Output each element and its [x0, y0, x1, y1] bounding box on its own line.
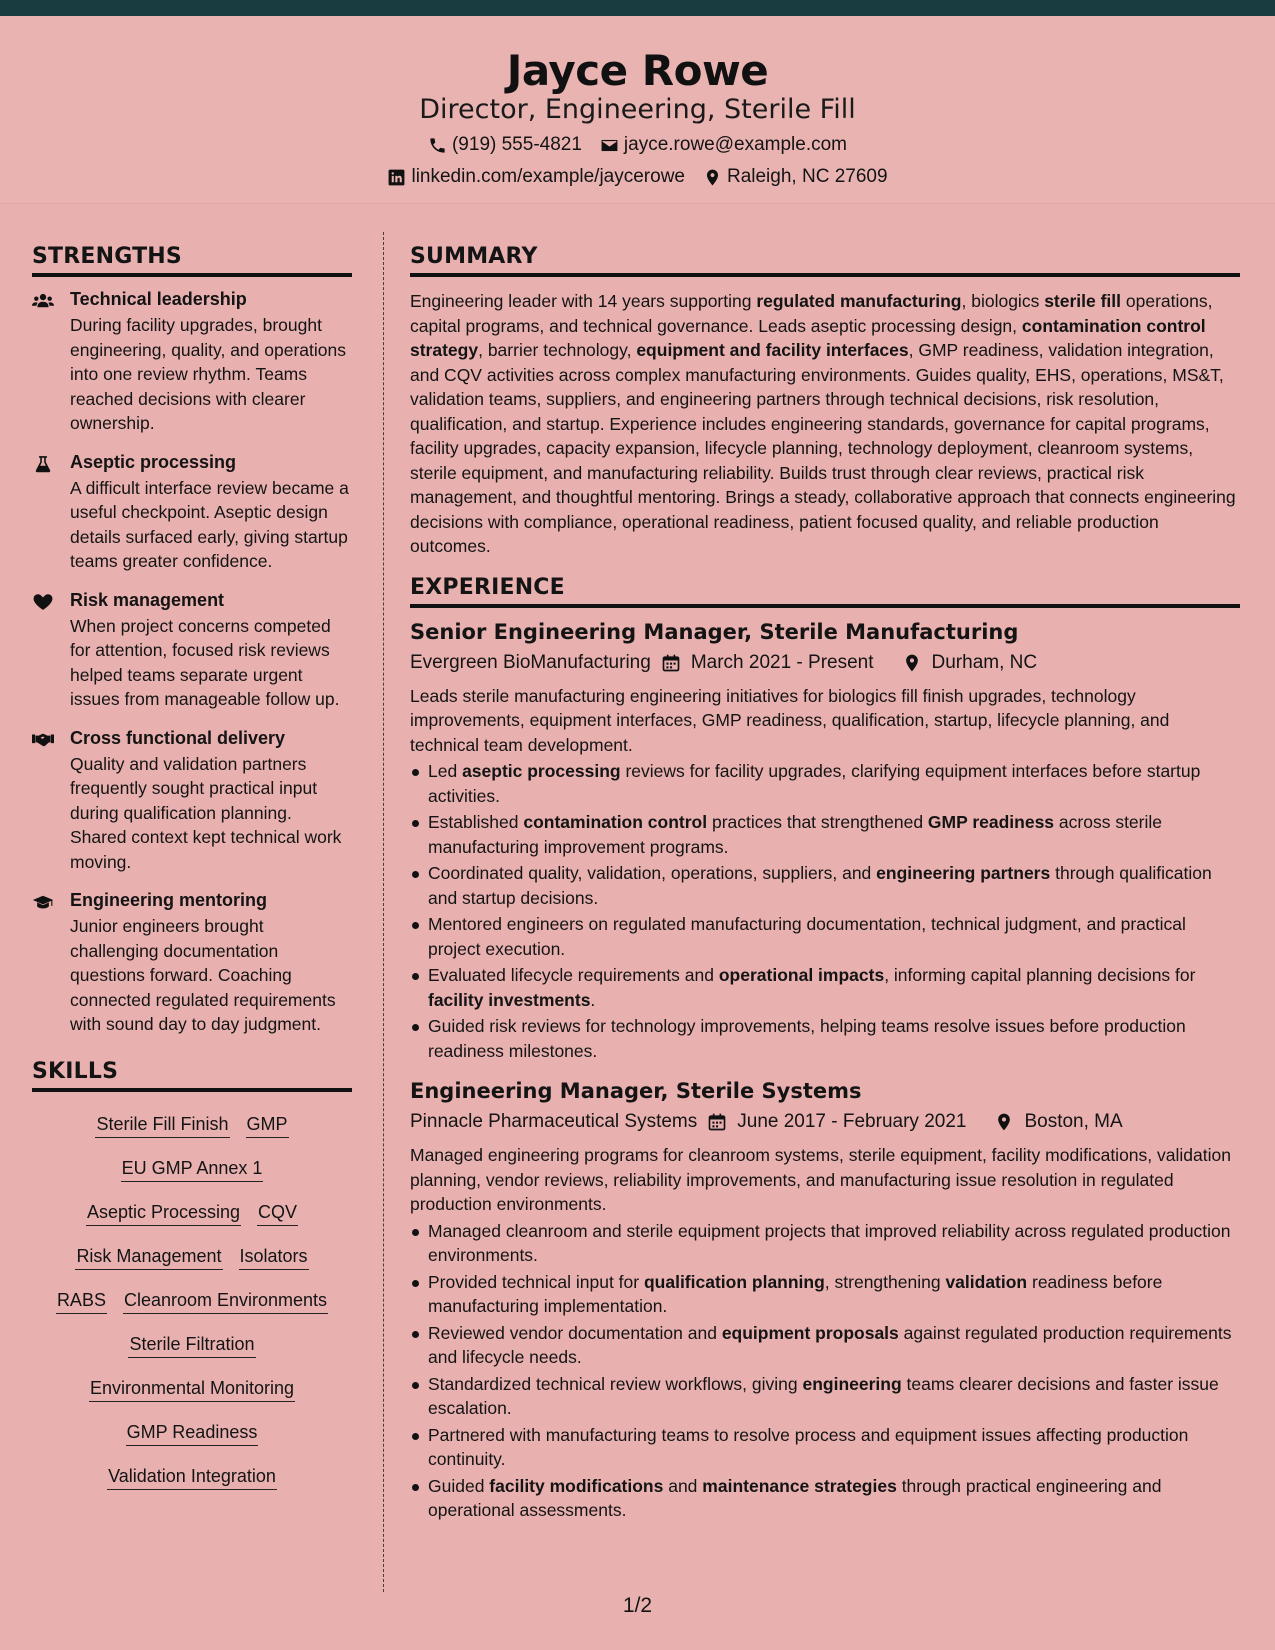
phone-text: (919) 555-4821	[451, 134, 582, 155]
skill-tag: Aseptic Processing	[86, 1199, 241, 1226]
emphasis-text: regulated manufacturing	[756, 291, 962, 311]
summary-section	[410, 244, 1240, 559]
job-company: Pinnacle Pharmaceutical Systems	[410, 1111, 698, 1132]
emphasis-text: equipment and facility interfaces	[636, 340, 909, 360]
strength-text: Quality and validation partners frequently sought practical input during qualification planning. Shared context kept technical work moving.	[70, 753, 342, 872]
job-company: Evergreen BioManufacturing	[410, 651, 651, 673]
job-bullet: Mentored engineers on regulated manufacturing documentation, technical judgment, and practical project execution.	[428, 912, 1240, 961]
emphasis-text: aseptic processing	[462, 761, 621, 781]
job-description: Managed engineering programs for cleanroom systems, sterile equipment, facility modifications, validation planning, vendor reviews, reliability improvements, and manufacturing issue resolution in regulated production environments.	[410, 1145, 1231, 1214]
linkedin-text: linkedin.com/example/jaycerowe	[411, 166, 685, 187]
email-text: jayce.rowe@example.com	[623, 134, 848, 155]
experience-section	[410, 575, 1240, 1523]
job-bullet: Partnered with manufacturing teams to resolve process and equipment issues affecting production continuity.	[428, 1423, 1240, 1472]
phone-icon	[428, 136, 447, 155]
strength-item	[32, 289, 352, 436]
emphasis-text: contamination control	[523, 812, 708, 832]
job-bullet: Led aseptic processing reviews for facility upgrades, clarifying equipment interfaces before startup activities.	[428, 759, 1240, 808]
job-bullet: Evaluated lifecycle requirements and operational impacts, informing capital planning decisions for facility investments.	[428, 963, 1240, 1012]
resume-header	[0, 16, 1275, 204]
location-text: Raleigh, NC 27609	[726, 166, 888, 187]
emphasis-text: sterile fill	[1044, 291, 1122, 311]
job-title: Engineering Manager, Sterile Systems	[410, 1079, 862, 1103]
email-contact[interactable]	[600, 134, 847, 156]
skill-tag: CQV	[257, 1199, 298, 1226]
job-bullet: Standardized technical review workflows, giving engineering teams clearer decisions and faster issue escalation.	[428, 1372, 1240, 1421]
strength-text: When project concerns competed for attention, focused risk reviews helped teams separate urgent issues from manageable follow up.	[70, 615, 340, 709]
strength-item	[32, 890, 352, 1037]
graduation-cap-icon	[32, 892, 54, 912]
map-pin-icon	[994, 1112, 1014, 1132]
location-contact	[703, 166, 888, 188]
emphasis-text: qualification planning	[643, 1271, 825, 1292]
map-pin-icon	[902, 653, 922, 673]
skills-heading: SKILLS	[32, 1059, 352, 1092]
candidate-name: Jayce Rowe	[506, 46, 769, 95]
strength-item	[32, 590, 352, 712]
skill-tag: GMP Readiness	[126, 1419, 259, 1446]
strengths-section	[32, 244, 352, 1037]
strength-title: Risk management	[70, 589, 225, 610]
strength-text: A difficult interface review became a useful checkpoint. Aseptic design details surfaced early, giving startup teams greater confidence.	[70, 477, 349, 571]
summary-heading: SUMMARY	[410, 244, 1240, 277]
job-bullet: Managed cleanroom and sterile equipment projects that improved reliability across regulated production environments.	[428, 1219, 1240, 1268]
job-bullet: Established contamination control practices that strengthened GMP readiness across sterile manufacturing improvement programs.	[428, 810, 1240, 859]
skill-tag: Cleanroom Environments	[123, 1287, 328, 1314]
envelope-icon	[600, 136, 619, 155]
contact-row-1	[0, 134, 1275, 156]
skill-tag: Isolators	[239, 1243, 309, 1270]
emphasis-text: contamination control strategy	[410, 315, 1206, 360]
heart-icon	[32, 592, 54, 612]
page-number: 1/2	[622, 1594, 653, 1617]
right-column	[410, 244, 1240, 1525]
job-bullet: Reviewed vendor documentation and equipment proposals against regulated production requirements and lifecycle needs.	[428, 1321, 1240, 1370]
job-entry	[410, 620, 1240, 1064]
skill-tag: RABS	[56, 1287, 107, 1314]
skill-tag: GMP	[246, 1111, 289, 1138]
skill-tag: Risk Management	[75, 1243, 222, 1270]
map-pin-icon	[703, 168, 722, 187]
strength-title: Engineering mentoring	[70, 890, 268, 910]
skill-tag: Sterile Filtration	[128, 1331, 255, 1358]
skills-list	[32, 1104, 352, 1500]
job-meta	[410, 1111, 1240, 1133]
left-column	[32, 244, 352, 1500]
job-bullets	[410, 759, 1240, 1063]
calendar-icon	[661, 653, 681, 673]
strength-item	[32, 452, 352, 574]
strength-text: During facility upgrades, brought engineering, quality, and operations into one review rhythm. Teams reached decisions with clearer ownership.	[70, 315, 346, 433]
job-dates: June 2017 - February 2021	[737, 1111, 967, 1132]
experience-heading: EXPERIENCE	[410, 575, 1240, 608]
emphasis-text: equipment proposals	[721, 1322, 899, 1343]
skill-tag: Sterile Fill Finish	[95, 1111, 229, 1138]
skills-section	[32, 1059, 352, 1500]
job-meta	[410, 652, 1240, 674]
candidate-title: Director, Engineering, Sterile Fill	[419, 94, 856, 125]
linkedin-contact[interactable]	[387, 166, 685, 188]
job-entry	[410, 1079, 1240, 1523]
summary-text: Engineering leader with 14 years supporting regulated manufacturing, biologics sterile fill operations, capital programs, and technical governance. Leads aseptic processing design, contamination control strategy, barrier technology, equipment and facility interfaces, GMP readiness, validation integration, and CQV activities across complex manufacturing environments. Guides quality, EHS, operations, MS&T, validation teams, suppliers, and engineering partners through technical decisions, risk resolution, qualification, and startup. Experience includes engineering standards, governance for capital programs, facility upgrades, capacity expansion, lifecycle planning, technology deployment, cleanroom systems, sterile equipment, and manufacturing reliability. Builds trust through clear reviews, practical risk management, and thoughtful mentoring. Brings a steady, collaborative approach that connects engineering decisions with compliance, operational readiness, patient focused quality, and reliable production outcomes.	[410, 291, 1236, 556]
emphasis-text: validation	[945, 1271, 1028, 1292]
job-location: Boston, MA	[1024, 1111, 1123, 1132]
emphasis-text: facility investments	[428, 989, 591, 1010]
emphasis-text: engineering	[802, 1373, 902, 1394]
strength-title: Cross functional delivery	[70, 727, 286, 748]
skill-tag: Environmental Monitoring	[89, 1375, 295, 1402]
strength-title: Technical leadership	[70, 289, 247, 309]
contact-row-2	[0, 166, 1275, 188]
job-bullets	[410, 1219, 1240, 1523]
job-location: Durham, NC	[931, 651, 1038, 673]
strengths-heading: STRENGTHS	[32, 244, 352, 277]
emphasis-text: operational impacts	[718, 965, 885, 985]
emphasis-text: GMP readiness	[927, 812, 1055, 832]
emphasis-text: maintenance strategies	[702, 1475, 897, 1496]
job-description: Leads sterile manufacturing engineering initiatives for biologics fill finish upgrades, technology improvements, equipment interfaces, GMP readiness, qualification, startup, lifecycle planning, and technical team development.	[410, 685, 1170, 755]
linkedin-icon	[387, 168, 406, 187]
phone-contact[interactable]	[428, 134, 582, 156]
job-bullet: Guided risk reviews for technology improvements, helping teams resolve issues before production readiness milestones.	[428, 1014, 1240, 1063]
users-icon	[32, 291, 54, 311]
column-divider	[383, 232, 384, 1592]
flask-icon	[32, 454, 54, 474]
handshake-icon	[32, 730, 54, 750]
emphasis-text: facility modifications	[489, 1475, 664, 1496]
job-bullet: Coordinated quality, validation, operations, suppliers, and engineering partners through qualification and startup decisions.	[428, 861, 1240, 910]
emphasis-text: engineering partners	[876, 863, 1051, 883]
calendar-icon	[707, 1112, 727, 1132]
skill-tag: EU GMP Annex 1	[121, 1155, 264, 1182]
job-bullet: Guided facility modifications and maintenance strategies through practical engineering and operational assessments.	[428, 1474, 1240, 1523]
top-accent-bar	[0, 0, 1275, 16]
job-bullet: Provided technical input for qualification planning, strengthening validation readiness before manufacturing implementation.	[428, 1270, 1240, 1319]
job-dates: March 2021 - Present	[690, 651, 874, 673]
strength-title: Aseptic processing	[70, 451, 237, 472]
skill-tag: Validation Integration	[107, 1463, 277, 1490]
job-title: Senior Engineering Manager, Sterile Manufacturing	[410, 619, 1019, 644]
strength-text: Junior engineers brought challenging documentation questions forward. Coaching connected regulated requirements with sound day to day judgment.	[70, 916, 336, 1034]
strength-item	[32, 728, 352, 875]
